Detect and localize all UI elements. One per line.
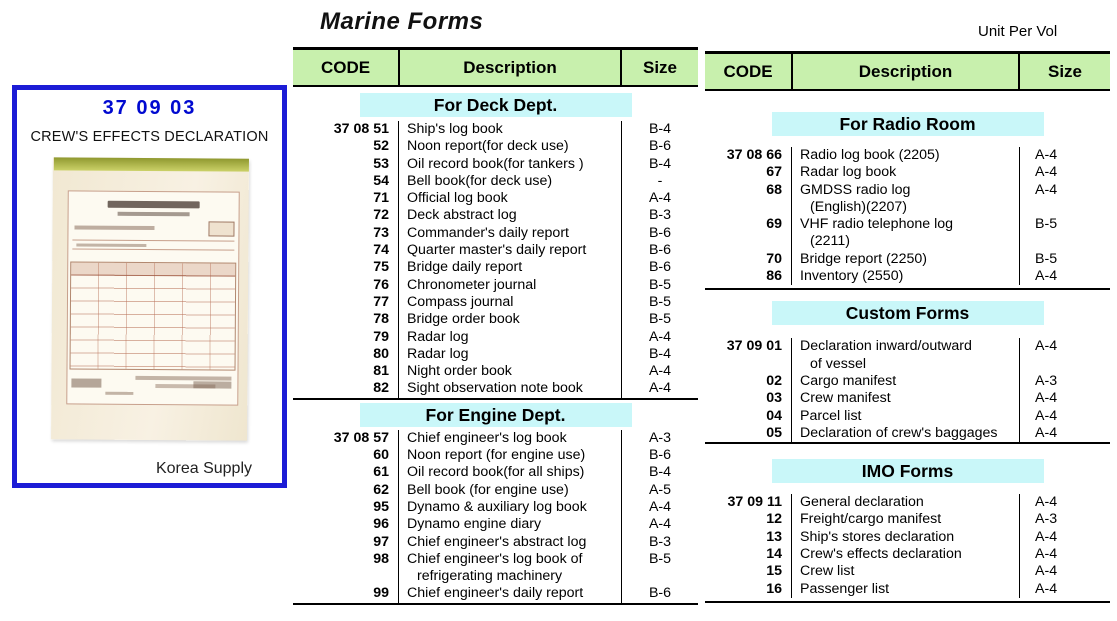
row-description [791, 251, 1020, 268]
column-header-code: CODE [723, 61, 773, 81]
row-code: 61 [373, 464, 389, 481]
row-code: 74 [373, 242, 389, 259]
table-row [705, 408, 1110, 425]
row-size: A-3 [1035, 372, 1058, 389]
row-code: 67 [766, 164, 782, 181]
row-description-line: Freight/cargo manifest [800, 511, 942, 528]
row-code: 86 [766, 268, 782, 285]
row-description [398, 363, 622, 380]
row-description [791, 529, 1020, 546]
row-code: 37 09 01 [726, 338, 782, 355]
column-header-size: Size [1047, 61, 1083, 81]
row-description [791, 581, 1020, 598]
row-code: 13 [766, 528, 782, 545]
row-description-line: refrigerating machinery [417, 568, 563, 585]
row-description-line: Bridge order book [407, 311, 520, 328]
row-code: 71 [373, 190, 389, 207]
row-code: 78 [373, 311, 389, 328]
row-code: 97 [373, 533, 389, 550]
row-size: B-6 [648, 138, 672, 155]
section-header: For Radio Room [772, 112, 1044, 136]
photo-form-corner-box [208, 221, 234, 236]
row-description [398, 138, 622, 155]
table-row [705, 164, 1110, 181]
table-row [705, 390, 1110, 407]
table-row [293, 311, 698, 328]
row-description [791, 164, 1020, 181]
section-header: Custom Forms [772, 301, 1044, 325]
row-code: 60 [373, 447, 389, 464]
product-card [12, 85, 287, 488]
table-row [293, 259, 698, 276]
row-description [791, 511, 1020, 528]
product-code: 37 09 03 [102, 97, 197, 119]
column-header-size: Size [642, 57, 678, 77]
row-description-line: Radar log book [800, 164, 897, 181]
table-row [293, 294, 698, 311]
row-description-line: VHF radio telephone log [800, 216, 954, 233]
table-row [293, 121, 698, 138]
section-rows [293, 121, 698, 398]
row-description-line: Commander's daily report [407, 224, 569, 241]
row-description-line: Chronometer journal [407, 276, 537, 293]
row-size: A-3 [648, 429, 672, 446]
column-header-description: Description [791, 54, 1020, 89]
table-body [293, 93, 698, 605]
section-divider [705, 288, 1110, 290]
row-size: B-4 [648, 464, 672, 481]
row-description-line: Inventory (2550) [800, 268, 904, 285]
table-row [705, 216, 1110, 251]
row-size: B-6 [648, 447, 672, 464]
row-description [791, 425, 1020, 442]
forms-table-right [705, 51, 1110, 603]
unit-per-vol-note: Unit Per Vol [978, 23, 1058, 40]
row-code: 77 [373, 293, 389, 310]
row-description-line: Bell book (for engine use) [407, 481, 569, 498]
row-code: 99 [373, 585, 389, 602]
row-code: 02 [766, 372, 782, 389]
row-code: 62 [373, 481, 389, 498]
row-size: A-4 [1035, 563, 1058, 580]
row-description [398, 346, 622, 363]
table-row [293, 430, 698, 447]
table-row [293, 585, 698, 602]
table-row [705, 425, 1110, 442]
row-size: - [657, 172, 663, 189]
row-description [398, 225, 622, 242]
row-description-line: GMDSS radio log [800, 181, 911, 198]
photo-form-subtitle-text [117, 212, 189, 217]
row-description [791, 268, 1020, 285]
row-description [398, 121, 622, 138]
form-photo [51, 157, 249, 440]
table-row [293, 329, 698, 346]
row-code: 14 [766, 546, 782, 563]
photo-form-field-row [72, 239, 234, 250]
table-row [705, 251, 1110, 268]
row-description [398, 516, 622, 533]
row-code: 53 [373, 155, 389, 172]
row-description-line: Sight observation note book [407, 380, 583, 397]
row-code: 15 [766, 563, 782, 580]
photo-binding-strip [53, 157, 248, 171]
row-code: 76 [373, 276, 389, 293]
row-size: A-4 [1035, 390, 1058, 407]
photo-date-text [105, 392, 133, 395]
row-size: A-4 [1035, 528, 1058, 545]
row-description-line: Official log book [407, 190, 508, 207]
row-description [791, 182, 1020, 217]
section-rows [293, 430, 698, 603]
row-code: 69 [766, 216, 782, 233]
row-description-line: Ship's log book [407, 121, 503, 137]
row-description-line: Chief engineer's daily report [407, 585, 584, 602]
row-description-line: Crew list [800, 563, 855, 580]
row-description-line: Ship's stores declaration [800, 528, 955, 545]
row-description [791, 494, 1020, 511]
row-description [791, 390, 1020, 407]
row-size: A-4 [1035, 147, 1058, 163]
row-code: 12 [766, 511, 782, 528]
table-row [705, 373, 1110, 390]
table-row [293, 156, 698, 173]
row-description-line: of vessel [810, 355, 866, 372]
row-size: B-4 [648, 345, 672, 362]
table-row [705, 494, 1110, 511]
row-code: 37 08 66 [726, 147, 782, 163]
table-row [293, 207, 698, 224]
section-rows [705, 338, 1110, 442]
table-row [293, 464, 698, 481]
row-description [398, 207, 622, 224]
supplier-caption: Korea Supply [155, 460, 252, 477]
row-description-line: Quarter master's daily report [407, 242, 587, 259]
row-description-line: Crew's effects declaration [800, 546, 962, 563]
row-description [398, 482, 622, 499]
table-row [293, 516, 698, 533]
row-description [398, 311, 622, 328]
photo-stamp-mark [71, 378, 101, 387]
row-size: A-4 [648, 190, 672, 207]
photo-form-grid [69, 261, 236, 370]
row-description-line: Noon report (for engine use) [407, 447, 586, 464]
row-size: A-4 [1035, 268, 1058, 285]
row-code: 80 [373, 345, 389, 362]
row-description [398, 534, 622, 551]
row-description [398, 585, 622, 602]
row-description-line: Parcel list [800, 407, 862, 424]
row-code: 37 09 11 [727, 494, 782, 511]
row-code: 82 [373, 380, 389, 397]
section-divider [293, 398, 698, 400]
table-header [705, 51, 1110, 91]
table-row [705, 338, 1110, 373]
row-description-line: Night order book [407, 363, 512, 380]
photo-form-grid-header [71, 262, 235, 276]
row-size: B-6 [648, 224, 672, 241]
row-size: A-4 [1035, 338, 1058, 355]
row-description-line: General declaration [800, 494, 924, 511]
row-size: B-5 [1035, 216, 1058, 233]
row-description [398, 329, 622, 346]
table-row [293, 363, 698, 380]
row-code: 75 [373, 259, 389, 276]
row-code: 73 [373, 224, 389, 241]
row-size: A-4 [1035, 546, 1058, 563]
row-description [398, 173, 622, 190]
row-code: 79 [373, 328, 389, 345]
row-size: A-4 [1035, 181, 1058, 198]
row-description-line: Crew manifest [800, 390, 891, 407]
row-size: A-4 [1035, 580, 1058, 597]
row-description [398, 447, 622, 464]
row-description [398, 551, 622, 586]
table-row [293, 225, 698, 242]
table-row [293, 346, 698, 363]
row-code: 98 [373, 550, 389, 567]
row-size: A-4 [1035, 494, 1058, 511]
row-size: B-6 [648, 259, 672, 276]
row-code: 05 [766, 424, 782, 441]
row-size: A-4 [648, 363, 672, 380]
forms-table-left [293, 47, 698, 605]
row-description [398, 277, 622, 294]
table-row [705, 581, 1110, 598]
row-code: 81 [373, 363, 389, 380]
photo-form-field-text [74, 225, 154, 230]
product-title: CREW'S EFFECTS DECLARATION [30, 129, 269, 145]
row-description-line: Dynamo & auxiliary log book [407, 498, 587, 515]
row-code: 03 [766, 390, 782, 407]
row-code: 37 08 57 [333, 429, 389, 446]
row-description-line: Oil record book(for tankers ) [407, 155, 584, 172]
table-header [293, 47, 698, 87]
row-size: B-5 [648, 311, 672, 328]
row-description [791, 338, 1020, 373]
table-row [705, 511, 1110, 528]
row-description-line: Declaration inward/outward [800, 338, 972, 355]
row-description-line: Cargo manifest [800, 372, 897, 389]
table-row [293, 173, 698, 190]
table-row [705, 529, 1110, 546]
row-size: B-6 [648, 242, 672, 259]
table-row [293, 482, 698, 499]
row-description [398, 190, 622, 207]
section-header: For Deck Dept. [360, 93, 632, 117]
row-description [398, 380, 622, 397]
row-description [791, 147, 1020, 164]
table-row [293, 190, 698, 207]
row-size: B-4 [648, 155, 672, 172]
row-code: 16 [766, 580, 782, 597]
table-row [293, 499, 698, 516]
section-divider [705, 601, 1110, 603]
row-code: 54 [373, 172, 389, 189]
row-description [791, 373, 1020, 390]
table-row [705, 563, 1110, 580]
row-description [398, 294, 622, 311]
table-row [293, 380, 698, 397]
row-description-line: Oil record book(for all ships) [407, 464, 585, 481]
row-description-line: (2211) [810, 233, 850, 250]
row-size: A-4 [648, 498, 672, 515]
column-header-code: CODE [320, 57, 371, 77]
row-description [398, 499, 622, 516]
row-description [398, 259, 622, 276]
section-header: IMO Forms [772, 459, 1044, 483]
table-row [293, 447, 698, 464]
row-size: B-5 [648, 550, 672, 567]
row-size: B-6 [648, 585, 672, 602]
row-code: 96 [373, 516, 389, 533]
column-header-description: Description [398, 50, 622, 85]
row-size: A-3 [1035, 511, 1058, 528]
section-divider [293, 603, 698, 605]
row-size: B-3 [648, 533, 672, 550]
row-description-line: Noon report(for deck use) [407, 138, 569, 155]
row-description [791, 216, 1020, 251]
row-description-line: Radar log [407, 328, 469, 345]
row-size: A-4 [1035, 424, 1058, 441]
page-title: Marine Forms [320, 8, 484, 35]
row-description-line: Bridge report (2250) [800, 250, 927, 267]
row-code: 52 [373, 138, 389, 155]
row-code: 37 08 51 [333, 121, 389, 137]
section-header: For Engine Dept. [360, 403, 632, 427]
row-size: A-4 [648, 516, 672, 533]
section-divider [705, 442, 1110, 444]
row-size: B-4 [648, 121, 672, 137]
row-description-line: Declaration of crew's baggages [800, 424, 998, 441]
row-size: B-3 [648, 207, 672, 224]
row-code: 70 [766, 250, 782, 267]
row-size: B-5 [1035, 250, 1058, 267]
photo-form-sheet [66, 190, 239, 405]
row-description-line: Dynamo engine diary [407, 516, 542, 533]
table-row [293, 138, 698, 155]
row-code: 95 [373, 498, 389, 515]
table-row [293, 242, 698, 259]
row-description-line: (English)(2207) [810, 198, 907, 215]
row-size: A-5 [648, 481, 672, 498]
row-size: A-4 [648, 328, 672, 345]
row-size: A-4 [1035, 407, 1058, 424]
photo-serial-mark [193, 381, 231, 388]
table-row [293, 534, 698, 551]
table-row [705, 268, 1110, 285]
row-description [398, 430, 622, 447]
row-description [398, 464, 622, 481]
row-description-line: Deck abstract log [407, 207, 517, 224]
table-row [705, 182, 1110, 217]
row-description-line: Passenger list [800, 580, 890, 597]
row-size: A-4 [1035, 164, 1058, 181]
row-code: 04 [766, 407, 782, 424]
section-rows [705, 494, 1110, 598]
row-description [791, 546, 1020, 563]
row-description-line: Bridge daily report [407, 259, 523, 276]
row-size: B-5 [648, 276, 672, 293]
row-description-line: Chief engineer's log book of [407, 550, 583, 567]
table-row [705, 546, 1110, 563]
section-rows [705, 147, 1110, 285]
row-description-line: Chief engineer's abstract log [407, 533, 587, 550]
row-description-line: Chief engineer's log book [407, 429, 567, 446]
row-description [398, 156, 622, 173]
photo-form-title-text [107, 201, 199, 209]
row-size: A-4 [648, 380, 672, 397]
table-body [705, 112, 1110, 603]
row-description [398, 242, 622, 259]
row-description-line: Bell book(for deck use) [407, 172, 553, 189]
table-row [293, 551, 698, 586]
row-size: B-5 [648, 293, 672, 310]
table-row [705, 147, 1110, 164]
row-description [791, 563, 1020, 580]
table-row [293, 277, 698, 294]
row-description [791, 408, 1020, 425]
row-description-line: Compass journal [407, 293, 514, 310]
row-description-line: Radar log [407, 345, 469, 362]
row-description-line: Radio log book (2205) [800, 147, 940, 163]
photo-signature-line [135, 376, 231, 381]
row-code: 68 [766, 181, 782, 198]
row-code: 72 [373, 207, 389, 224]
